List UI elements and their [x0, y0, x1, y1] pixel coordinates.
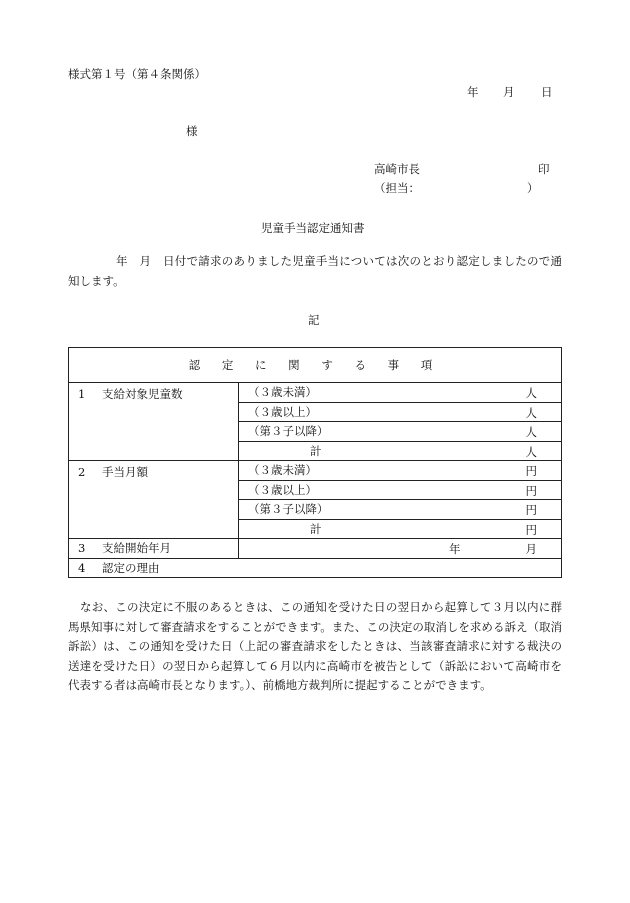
table-row-total: 計 円: [239, 519, 562, 539]
document-title: 児童手当認定通知書: [261, 221, 365, 235]
issuer-title: 高崎市長: [374, 162, 420, 176]
start-month-value: 年 月: [239, 539, 562, 559]
table-row: （３歳以上） 円: [239, 480, 562, 500]
table-row: （第３子以降） 円: [239, 500, 562, 520]
table-row: （第３子以降） 人: [239, 422, 562, 442]
form-number: 様式第１号（第４条関係）: [68, 67, 206, 81]
intro-paragraph: [68, 252, 562, 291]
date-line: [467, 84, 553, 100]
table-row: （３歳以上） 人: [239, 402, 562, 422]
section-reason: 4 認定の理由: [69, 558, 562, 578]
section-children-count: 1 支給対象児童数: [69, 383, 239, 461]
issuer-contact-close: ）: [527, 181, 539, 195]
table-row: （３歳未満） 円: [239, 461, 562, 481]
table-row: （３歳未満） 人: [239, 383, 562, 403]
date-year: 年: [467, 85, 479, 99]
issuer-seal: 印: [538, 162, 550, 176]
intro-month: 月: [139, 254, 152, 268]
intro-text: 日付で請求のありました児童手当については次のとおり認定しましたので通知します。: [68, 254, 562, 288]
ki-label: 記: [308, 313, 320, 327]
intro-year: 年: [116, 254, 128, 268]
date-month: 月: [503, 85, 515, 99]
appeal-notice: なお、この決定に不服のあるときは、この通知を受けた日の翌日から起算して３月以内に群馬県知事に対して審査請求をすることができます。また、この決定の取消しを求める訴え（取消訴訟）は、この通知を受けた日（上記の審査請求をしたときは、当該審査請求に対する裁決の送達を受けた日）の翌日から起算して６月以内に高崎市を被告として（訴訟において高崎市を代表する者は高崎市長となります。）、前橋地方裁判所に提起することができます。: [68, 600, 562, 692]
table-header: 認 定 に 関 す る 事 項: [69, 348, 562, 383]
date-day: 日: [541, 85, 553, 99]
addressee-suffix: 様: [186, 124, 198, 138]
certification-table: [68, 347, 562, 578]
table-row-total: 計 人: [239, 441, 562, 461]
section-monthly-amount: 2 手当月額: [69, 461, 239, 539]
section-start-month: 3 支給開始年月: [69, 539, 239, 559]
issuer-contact-open: （担当：: [374, 181, 420, 195]
